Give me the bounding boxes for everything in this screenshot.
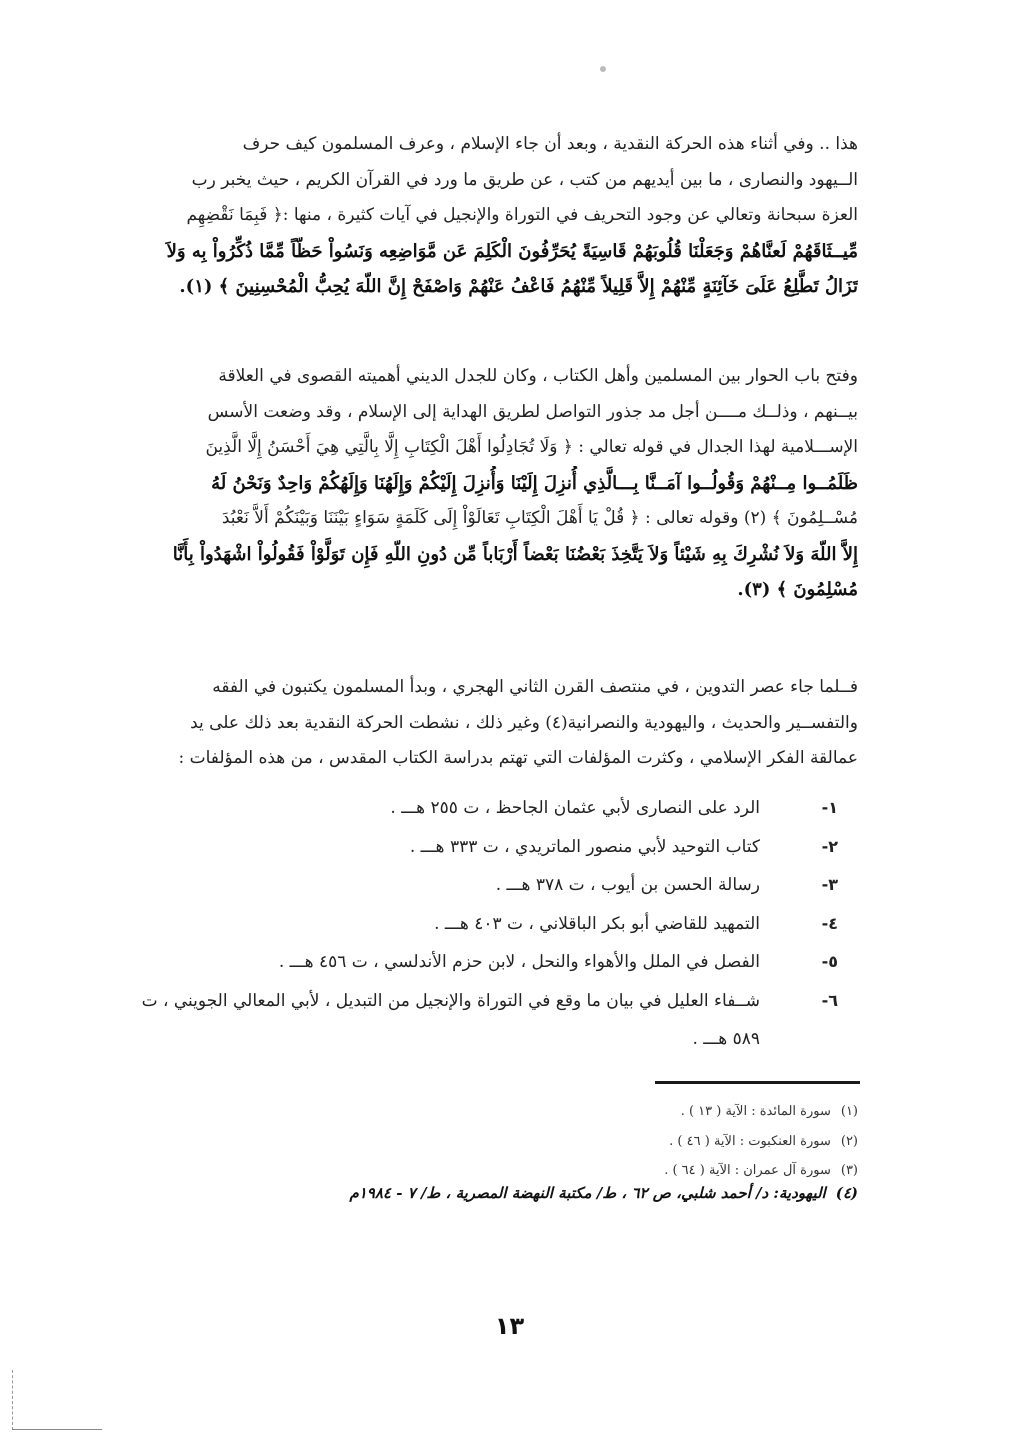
list-item bbox=[152, 905, 858, 944]
paragraph-1-line-1: هذا .. وفي أثناء هذه الحركة النقدية ، وبعد أن جاء الإسلام ، وعرف المسلمون كيف حرف bbox=[242, 134, 858, 154]
paragraph-3-line-2: والتفســير والحديث ، واليهودية والنصرانية(٤) وغير ذلك ، نشطت الحركة النقدية بعد ذلك على يد bbox=[190, 712, 858, 733]
footnote-4-handwritten bbox=[152, 1184, 858, 1202]
list-item-number: ٦- bbox=[821, 990, 838, 1010]
footnote-number: (١) bbox=[840, 1104, 858, 1119]
paragraph-2-line-3: الإســـلامية لهذا الجدال في قوله تعالي : ﴿ وَلَا تُجَادِلُوا أَهْلَ الْكِتَابِ إِلَّا بِالَّتِي هِيَ أَحْسَنُ إِلَّا الَّذِينَ bbox=[205, 437, 858, 457]
footnote-text: سورة آل عمران : الآية ( ٦٤ ) . bbox=[664, 1163, 831, 1178]
quran-quote-line-2: تَزَالُ تَطَّلِعُ عَلَىَ خَآئِنَةٍ مِّنْهُمْ إِلاَّ قَلِيلاً مِّنْهُمُ فَاعْفُ عَنْهُمْ وَاصْفَحْ إِنَّ اللّهَ يُحِبُّ الْمُحْسِنِينَ ﴾ (١). bbox=[179, 276, 858, 297]
list-item-continuation: ٥٨٩ هـــ . bbox=[692, 1029, 760, 1049]
paragraph-1-line-2: الــيهود والنصارى ، ما بين أيديهم من كتب ، عن طريق ما ورد في القرآن الكريم ، حيث يخبر رب bbox=[191, 169, 858, 190]
paragraph-2-line-2: بيــنهم ، وذلــك مــــن أجل مد جذور التواصل لطريق الهداية إلى الإسلام ، وقد وضعت الأسس bbox=[207, 401, 858, 422]
list-item-text: كتاب التوحيد لأبي منصور الماتريدي ، ت ٣٣٣ هـــ . bbox=[409, 836, 760, 857]
footnote-text: اليهودية: د/ أحمد شلبي، ص ٦٢ ، ط/ مكتبة النهضة المصرية ، ط/ ٧ - ١٩٨٤م bbox=[349, 1184, 826, 1202]
footnote-text: سورة العنكبوت : الآية ( ٤٦ ) . bbox=[669, 1134, 831, 1149]
paragraph-2-line-7: مُسْلِمُونَ ﴾ (٣). bbox=[737, 579, 858, 600]
list-item-text: الرد على النصارى لأبي عثمان الجاحظ ، ت ٢٥٥ هـــ . bbox=[390, 798, 760, 818]
paragraph-1 bbox=[152, 127, 858, 305]
paragraph-2-line-4: ظَلَمُــوا مِــنْهُمْ وَقُولُــوا آمَــنَّا بِـــالَّذِي أُنزِلَ إِلَيْنَا وَأُنزِلَ إِلَيْكُمْ وَإِلَهُنَا وَإِلَهُكُمْ وَاحِدٌ وَنَحْنُ لَهُ bbox=[211, 472, 858, 494]
footnote-1 bbox=[152, 1104, 858, 1119]
paragraph-2 bbox=[152, 359, 858, 608]
paragraph-1-line-3: العزة سبحانة وتعالي عن وجود التحريف في التوراة والإنجيل في آيات كثيرة ، منها :﴿ فَبِمَا نَقْضِهِم bbox=[186, 205, 858, 225]
list-item bbox=[152, 789, 858, 828]
list-item-text: الفصل في الملل والأهواء والنحل ، لابن حزم الأندلسي ، ت ٤٥٦ هـــ . bbox=[278, 952, 760, 972]
quran-quote-line-1: مِّيــثَاقَهُمْ لَعنَّاهُمْ وَجَعَلْنَا قُلُوبَهُمْ قَاسِيَةً يُحَرِّفُونَ الْكَلِمَ عَن مَّوَاضِعِه وَنَسُواْ حَظّاً مِّمَّا ذُكِّرُواْ بِه وَلاَ bbox=[166, 240, 858, 262]
paragraph-2-line-1: وفتح باب الحوار بين المسلمين وأهل الكتاب ، وكان للجدل الديني أهميته القصوى في العلاقة bbox=[218, 366, 858, 386]
list-item bbox=[152, 943, 858, 982]
scan-edge-mark bbox=[12, 1370, 14, 1430]
footnote-3 bbox=[152, 1163, 858, 1178]
list-item-text: شــفاء العليل في بيان ما وقع في التوراة والإنجيل من التبديل ، لأبي المعالي الجويني ، ت bbox=[141, 990, 760, 1011]
works-list bbox=[141, 789, 858, 1058]
list-item bbox=[152, 866, 858, 905]
list-item-number: ٤- bbox=[821, 913, 838, 933]
scan-speck bbox=[600, 66, 606, 72]
footnote-separator bbox=[655, 1081, 860, 1084]
footnote-number: (٣) bbox=[840, 1163, 858, 1178]
scan-edge-line bbox=[12, 1429, 102, 1430]
paragraph-3-line-1: فــلما جاء عصر التدوين ، في منتصف القرن الثاني الهجري ، وبدأ المسلمون يكتبون في الفقه bbox=[212, 677, 858, 697]
paragraph-2-line-6: إِلاَّ اللّهَ وَلاَ نُشْرِكَ بِهِ شَيْئاً وَلاَ يَتَّخِذَ بَعْضُنَا بَعْضاً أَرْبَاباً مِّن دُونِ اللّهِ فَإِن تَوَلَّوْاْ فَقُولُواْ اشْهَدُواْ بِأَنَّا bbox=[172, 543, 858, 565]
footnote-number: (٤) bbox=[835, 1184, 858, 1202]
list-item-number: ١- bbox=[821, 798, 838, 817]
paragraph-2-line-5: مُسْــلِمُونَ ﴾ (٢) وقوله تعالى : ﴿ قُلْ يَا أَهْلَ الْكِتَابِ تَعَالَوْاْ إِلَى كَلَمَةٍ سَوَاءٍ بَيْنَنَا وَبَيْنَكُمْ أَلاَّ نَعْبُدَ bbox=[221, 508, 858, 528]
footnote-2 bbox=[152, 1134, 858, 1149]
list-item bbox=[141, 982, 858, 1021]
paragraph-3 bbox=[152, 670, 858, 777]
list-item-number: ٣- bbox=[821, 875, 838, 894]
list-item-text: التمهيد للقاضي أبو بكر الباقلاني ، ت ٤٠٣ هـــ . bbox=[434, 913, 760, 934]
list-item bbox=[152, 828, 858, 867]
paragraph-3-line-3: عمالقة الفكر الإسلامي ، وكثرت المؤلفات التي تهتم بدراسة الكتاب المقدس ، من هذه المؤلفات : bbox=[178, 748, 858, 768]
list-item-number: ٢- bbox=[821, 836, 838, 856]
list-item-number: ٥- bbox=[821, 952, 838, 971]
page-number: ١٣ bbox=[494, 1312, 525, 1340]
footnote-text: سورة المائدة : الآية ( ١٣ ) . bbox=[680, 1104, 831, 1119]
footnote-number: (٢) bbox=[840, 1134, 858, 1149]
list-item-text: رسالة الحسن بن أيوب ، ت ٣٧٨ هـــ . bbox=[495, 875, 760, 895]
